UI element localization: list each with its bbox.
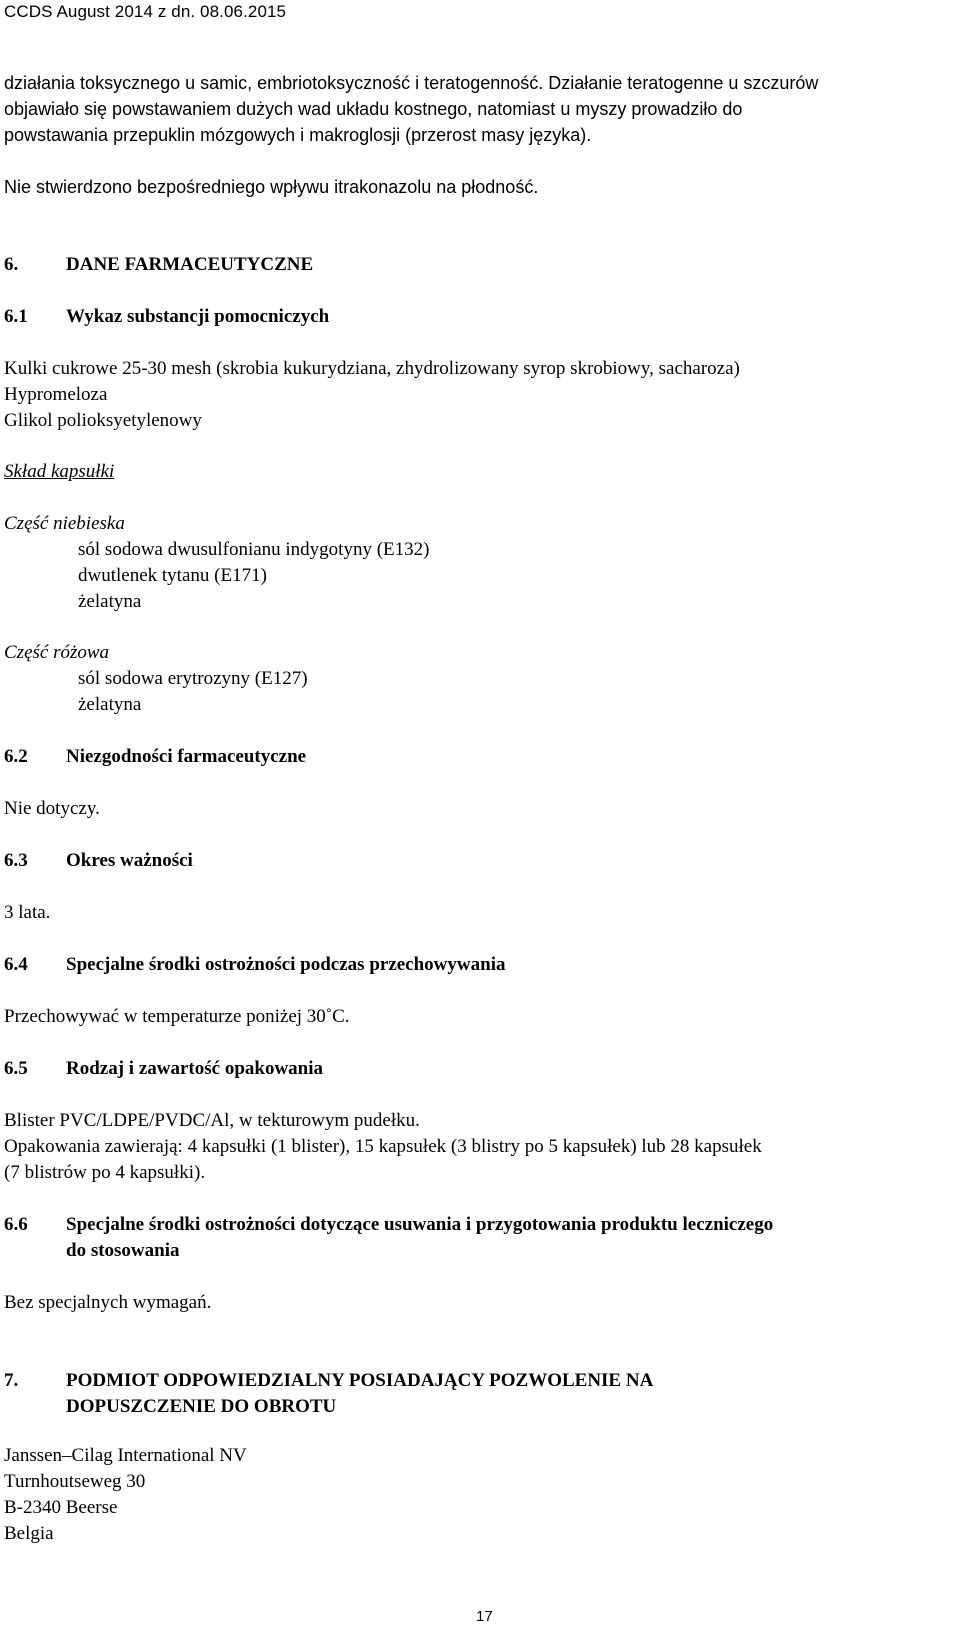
section-6-2-heading: [4, 744, 306, 770]
list-item: Kulki cukrowe 25-30 mesh (skrobia kukurydziana, zhydrolizowany syrop skrobiowy, sacharoza): [4, 358, 740, 379]
text-line: powstawania przepuklin mózgowych i makroglosji (przerost masy języka).: [4, 125, 592, 145]
blue-part-list: [4, 537, 956, 615]
text-line: działania toksycznego u samic, embriotoksyczność i teratogenność. Działanie teratogenne u szczurów: [4, 73, 819, 93]
address-line: Turnhoutseweg 30: [4, 1471, 146, 1492]
section-6-3-heading: [4, 848, 193, 874]
section-6-5-heading: [4, 1056, 323, 1082]
storage-text: Przechowywać w temperaturze poniżej 30˚C.: [4, 1006, 350, 1027]
list-item: dwutlenek tytanu (E171): [78, 565, 267, 586]
address-line: Belgia: [4, 1523, 54, 1544]
list-item: żelatyna: [78, 694, 142, 715]
shelf-life-text: 3 lata.: [4, 902, 51, 923]
text-line: objawiało się powstawaniem dużych wad układu kostnego, natomiast u myszy prowadziło do: [4, 99, 743, 119]
blue-part-heading: Część niebieska: [4, 513, 125, 534]
intro-paragraph: [4, 70, 956, 148]
title-line: Specjalne środki ostrożności dotyczące usuwania i przygotowania produktu leczniczego: [66, 1214, 774, 1235]
section-number: 6.1: [4, 306, 28, 327]
page-number: 17: [476, 1608, 493, 1625]
marketing-authorisation-holder-address: [4, 1443, 956, 1547]
pink-part-list: [4, 666, 956, 718]
section-title: Okres ważności: [66, 850, 193, 871]
section-title: Niezgodności farmaceutyczne: [66, 746, 307, 767]
section-number: 6.6: [4, 1214, 28, 1235]
section-number: 6.2: [4, 746, 28, 767]
section-title: DANE FARMACEUTYCZNE: [66, 254, 314, 275]
list-item: Hypromeloza: [4, 384, 108, 405]
packaging-text: [4, 1108, 956, 1186]
section-6-1-heading: [4, 304, 329, 330]
pink-part-heading: Część różowa: [4, 642, 110, 663]
disposal-text: Bez specjalnych wymagań.: [4, 1292, 212, 1313]
section-title: Rodzaj i zawartość opakowania: [66, 1058, 324, 1079]
list-item: sól sodowa dwusulfonianu indygotyny (E132): [78, 539, 430, 560]
section-number: 6.5: [4, 1058, 28, 1079]
section-6-heading: [4, 252, 313, 278]
text-line: (7 blistrów po 4 kapsułki).: [4, 1162, 206, 1183]
address-line: Janssen–Cilag International NV: [4, 1445, 247, 1466]
fertility-paragraph: Nie stwierdzono bezpośredniego wpływu itrakonazolu na płodność.: [4, 177, 539, 197]
section-title: [66, 1368, 653, 1420]
section-number: 7.: [4, 1370, 19, 1391]
section-7-heading: [4, 1368, 653, 1420]
section-6-4-heading: [4, 952, 505, 978]
text-line: Opakowania zawierają: 4 kapsułki (1 blister), 15 kapsułek (3 blistry po 5 kapsułek) lub 28 kapsułek: [4, 1136, 762, 1157]
list-item: żelatyna: [78, 591, 142, 612]
section-number: 6.3: [4, 850, 28, 871]
list-item: Glikol polioksyetylenowy: [4, 410, 202, 431]
section-title: Specjalne środki ostrożności podczas przechowywania: [66, 954, 506, 975]
capsule-composition-heading: Skład kapsułki: [4, 461, 115, 482]
text-line: Blister PVC/LDPE/PVDC/Al, w tekturowym pudełku.: [4, 1110, 420, 1131]
title-line: DOPUSZCZENIE DO OBROTU: [66, 1396, 337, 1417]
title-line: PODMIOT ODPOWIEDZIALNY POSIADAJĄCY POZWOLENIE NA: [66, 1370, 654, 1391]
list-item: sól sodowa erytrozyny (E127): [78, 668, 308, 689]
document-header: CCDS August 2014 z dn. 08.06.2015: [4, 2, 287, 21]
section-number: 6.: [4, 254, 19, 275]
incompatibilities-text: Nie dotyczy.: [4, 798, 100, 819]
section-title: [66, 1212, 773, 1264]
section-6-6-heading: [4, 1212, 773, 1264]
section-number: 6.4: [4, 954, 28, 975]
title-line: do stosowania: [66, 1240, 180, 1261]
address-line: B-2340 Beerse: [4, 1497, 118, 1518]
excipients-list: [4, 356, 956, 434]
section-title: Wykaz substancji pomocniczych: [66, 306, 330, 327]
